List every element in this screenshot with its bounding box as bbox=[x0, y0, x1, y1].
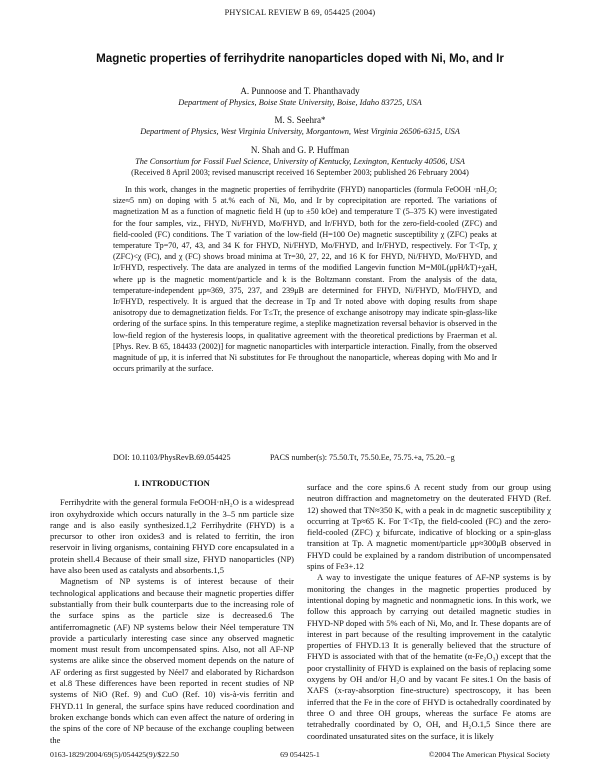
body-paragraph: Magnetism of NP systems is of interest because of their technological applications and because their magnetic properties differ substantially from their bulk counterparts due to the increasing role of the surface spins as the particle size is decreased.6 The antiferromagnetic (AF) NP systems below their Néel temperature TN provide a particularly interesting case since any observed magnetic moment must result from uncompensated spins. Also, not all AF-NP systems are alike since the observed moment depends on the nature of AF ordering as first suggested by Néel7 and elaborated by Richardson et al.8 These differences have been reported in recent studies of NP systems of NiO (Ref. 9) and CuO (Ref. 10) vis-à-vis ferritin and FHYD.11 In general, the surface spins have reduced coordination and broken exchange bonds which can even affect the nature of ordering in the spins of the core of NP because of the exchange coupling between the bbox=[50, 576, 294, 745]
doi-pacs-line bbox=[113, 453, 497, 462]
footer-page-number: 69 054425-1 bbox=[280, 750, 320, 759]
body-paragraph: A way to investigate the unique features of AF-NP systems is by monitoring the changes in the magnetic properties produced by intentional doping by magnetic and nonmagnetic ions. In this work, we follow this approach by carrying out detailed magnetic studies in FHYD-NP doped with 5% each of Ni, Mo, and Ir. These dopants are of interest in part because of the resulting improvement in the catalytic properties of FHYD.13 It is generally believed that the structure of FHYD is associated with that of the hematite (α-Fe₂O₃) except that the poor crystallinity of FHYD is explained on the basis of replacing some oxygens by OH and/or H₂O and by vacant Fe sites.1 On the basis of XAFS (x-ray-absorption fine-structure) spectroscopy, it has been inferred that the Fe in the core of FHYD is octahedrally coordinated by three O and three OH groups, whereas the surface Fe atoms are tetrahedrally coordinated by O, OH, and H₂O.1,5 Since there are coordinated unsaturated sites on the surface, it is likely bbox=[307, 572, 551, 741]
footer-issn: 0163-1829/2004/69(5)/054425(9)/$22.50 bbox=[50, 750, 179, 759]
authors-group-2: M. S. Seehra* bbox=[274, 115, 326, 125]
affiliation-group-3: The Consortium for Fossil Fuel Science, University of Kentucky, Lexington, Kentucky 40506, USA bbox=[135, 157, 465, 166]
paper-title: Magnetic properties of ferrihydrite nanoparticles doped with Ni, Mo, and Ir bbox=[96, 52, 504, 65]
authors-group-1: A. Punnoose and T. Phanthavady bbox=[240, 86, 360, 96]
page-footer bbox=[50, 750, 550, 759]
body-paragraph: Ferrihydrite with the general formula FeOOH·nH₂O is a widespread iron oxyhydroxide which occurs naturally in the 3–5 nm particle size range and is also easily synthesized.1,2 Ferrihydrite (FHYD) is a precursor to other iron oxides3 and is related to ferritin, the iron reservoir in living organisms, containing FHYD core encapsulated in a protein shell.4 Because of their small size, FHYD nanoparticles (NP) have also been used as catalysts and absorbents.1,5 bbox=[50, 497, 294, 576]
section-title: I. INTRODUCTION bbox=[134, 478, 210, 488]
authors-group-3: N. Shah and G. P. Huffman bbox=[250, 145, 350, 155]
received-dates: (Received 8 April 2003; revised manuscript received 16 September 2003; published 26 February 2004) bbox=[131, 168, 469, 177]
affiliation-group-1: Department of Physics, Boise State University, Boise, Idaho 83725, USA bbox=[178, 98, 422, 107]
abstract: In this work, changes in the magnetic properties of ferrihydrite (FHYD) nanoparticles (formula FeOOH ·nH₂O; size≈5 nm) on doping with 5 at.% each of Ni, Mo, and Ir by coprecipitation are reported. The variations of magnetization M as a function of magnetic field H (up to ±50 kOe) and temperature T (5–375 K) were investigated for the four samples, viz., FHYD, Ni/FHYD, Mo/FHYD, and Ir/FHYD, both for the zero-field-cooled (ZFC) and field-cooled (FC) conditions. The T variation of the low-field (H=100 Oe) magnetic susceptibility χ (ZFC) peaks at temperature Tp=70, 47, 43, and 34 K for FHYD, Ni/FHYD, Mo/FHYD, and Ir/FHYD, respectively. For T<Tp, χ (ZFC)<χ (FC), and χ (FC) shows broad minima at Tr=30, 27, 22, and 16 K for FHYD, Ni/FHYD, Mo/FHYD, and Ir/FHYD, respectively. The data are analyzed in terms of the modified Langevin function M=M0L(μpH/kT)+χaH, where μp is the magnetic moment/particle and k is the Boltzmann constant. From the analysis of the data, temperature-independent μp≈369, 375, 237, and 239μB are determined for FHYD, Ni/FHYD, Mo/FHYD, and Ir/FHYD, respectively. It is argued that the decrease in Tp and Tr noted above with doping results from shape anisotropy due to demagnetization fields. For T≤Tr, the presence of exchange anisotropy may indicate spin-glass-like ordering of the surface spins. In this temperature regime, a steplike magnetization reversal behavior is observed in the low-field region of the hysteresis loops, in qualitative agreement with the theoretical predictions by Fraerman et al. [Phys. Rev. B 65, 184433 (2002)] for magnetic nanoparticles with interparticle interaction. Finally, from the observed magnitude of μp, it is inferred that Ni substitutes for Fe throughout the nanoparticle, whereas doping with Mo and Ir occurs primarily at the surface. bbox=[113, 185, 497, 374]
affiliation-group-2: Department of Physics, West Virginia University, Morgantown, West Virginia 26506-6315, USA bbox=[140, 127, 460, 136]
footer-copyright: ©2004 The American Physical Society bbox=[428, 750, 550, 759]
left-column bbox=[50, 478, 294, 746]
body-paragraph: surface and the core spins.6 A recent study from our group using neutron diffraction and magnetometry on the deuterated FHYD (Ref. 12) showed that TN≈350 K, with a peak in dc magnetic susceptibility χ occurring at Tp≈65 K. For T<Tp, the field-cooled (FC) and the zero-field-cooled (ZFC) χ bifurcate, indicative of blocking or a spin-glass transition at Tp. A magnetic moment/particle μp≈300μB observed in FHYD could be explained by a random distribution of uncompensated spins of Fe3+.12 bbox=[307, 482, 551, 572]
right-column bbox=[307, 482, 551, 742]
pacs-numbers: PACS number(s): 75.50.Tt, 75.50.Ee, 75.75.+a, 75.20.−g bbox=[270, 453, 455, 462]
journal-header: PHYSICAL REVIEW B 69, 054425 (2004) bbox=[224, 8, 376, 17]
doi-link[interactable]: DOI: 10.1103/PhysRevB.69.054425 bbox=[113, 453, 231, 462]
